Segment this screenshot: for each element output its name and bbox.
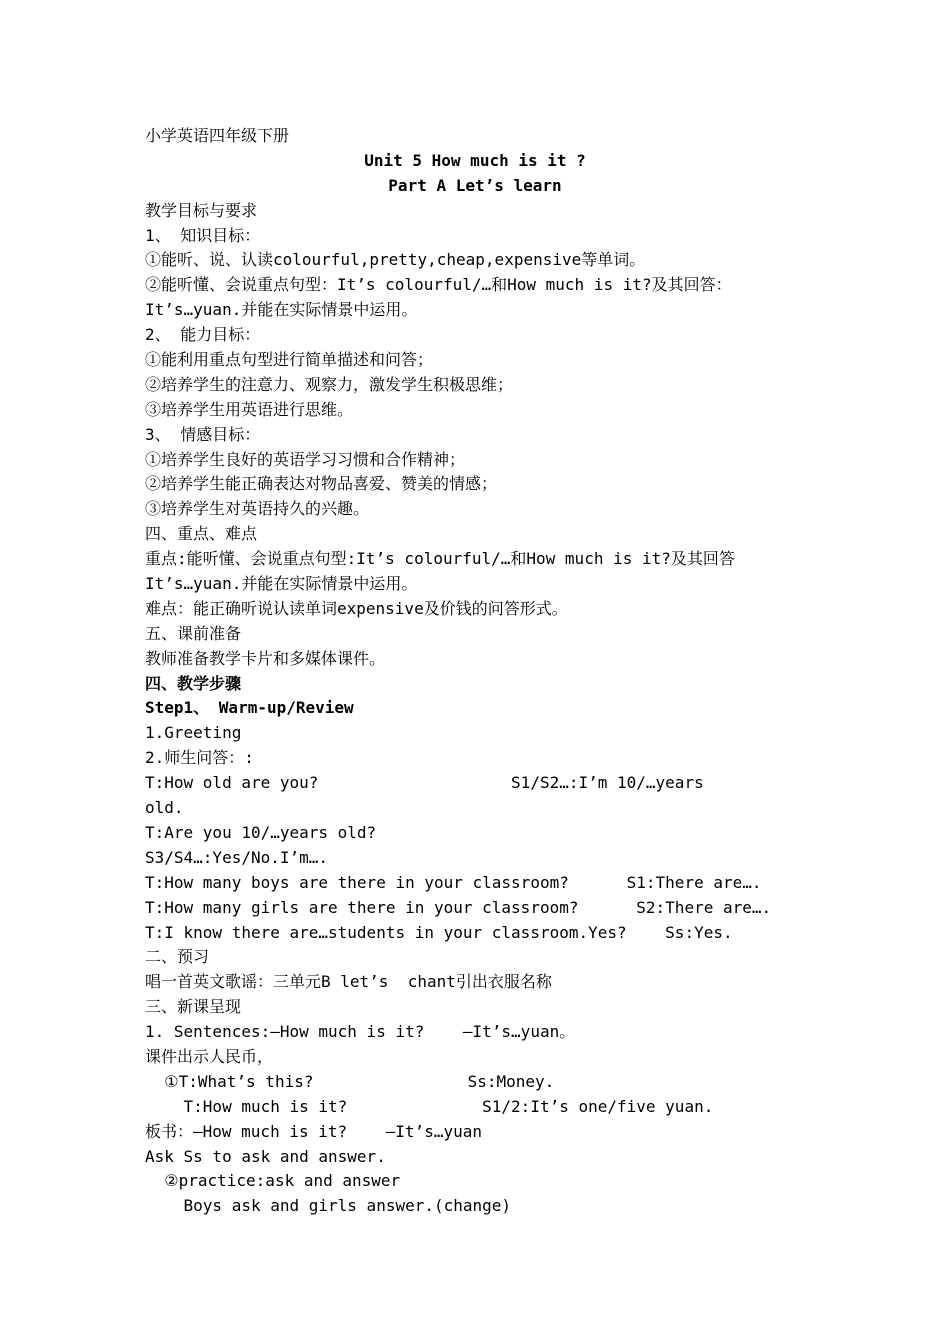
section-heading: 四、教学步骤 xyxy=(145,673,242,693)
text-line: It’s…yuan.并能在实际情景中运用。 xyxy=(145,300,418,320)
text-line: 课件出示人民币， xyxy=(145,1046,274,1066)
text-line: 1. Sentences:—How much is it? —It’s…yuan。 xyxy=(145,1022,576,1042)
text-line: 3、 情感目标： xyxy=(145,424,261,444)
text-line: ②practice:ask and answer xyxy=(145,1171,401,1191)
step-heading: Step1、 Warm-up/Review xyxy=(145,698,354,718)
text-line: 2、 能力目标： xyxy=(145,325,261,345)
section-heading: 二、预习 xyxy=(145,947,210,967)
text-line: ①能利用重点句型进行简单描述和问答； xyxy=(145,350,434,370)
text-line: 重点:能听懂、会说重点句型:It’s colourful/…和How much is it?及其回答 xyxy=(145,549,735,569)
text-line: It’s…yuan.并能在实际情景中运用。 xyxy=(145,574,418,594)
dialogue-line: old. xyxy=(145,798,184,818)
dialogue-line: T:Are you 10/…years old? xyxy=(145,822,377,842)
section-heading: 教学目标与要求 xyxy=(145,200,258,220)
document-header: 小学英语四年级下册 xyxy=(145,126,290,145)
dialogue-line: T:How many girls are there in your classroom? S2:There are…. xyxy=(145,897,772,917)
text-line: ③培养学生对英语持久的兴趣。 xyxy=(145,499,370,519)
text-line: ①能听、说、认读colourful,pretty,cheap,expensive等单词。 xyxy=(145,250,646,270)
text-line: ②培养学生能正确表达对物品喜爱、赞美的情感； xyxy=(145,474,498,494)
dialogue-line: S3/S4…:Yes/No.I’m…. xyxy=(145,847,329,867)
section-heading: 五、课前准备 xyxy=(145,623,242,643)
dialogue-line: T:How old are you? S1/S2…:I’m 10/…years xyxy=(145,773,704,793)
dialogue-line: ①T:What’s this? Ss:Money. xyxy=(145,1071,555,1091)
text-line: 唱一首英文歌谣：三单元B let’s chant引出衣服名称 xyxy=(145,972,552,992)
unit-title: Unit 5 How much is it ? xyxy=(364,150,586,170)
dialogue-line: T:How much is it? S1/2:It’s one/five yuan. xyxy=(145,1096,714,1116)
section-heading: 四、重点、难点 xyxy=(145,524,258,544)
text-line: 难点：能正确听说认读单词expensive及价钱的问答形式。 xyxy=(145,598,568,618)
text-line: Boys ask and girls answer.(change) xyxy=(145,1196,512,1216)
text-line: Ask Ss to ask and answer. xyxy=(145,1146,386,1166)
text-line: 板书：—How much is it? —It’s…yuan xyxy=(145,1121,482,1141)
text-line: 1.Greeting xyxy=(145,723,242,743)
text-line: ①培养学生良好的英语学习习惯和合作精神； xyxy=(145,449,466,469)
document-page xyxy=(145,124,835,1219)
text-line: ③培养学生用英语进行思维。 xyxy=(145,399,354,419)
text-line: 教师准备教学卡片和多媒体课件。 xyxy=(145,648,386,668)
dialogue-line: T:I know there are…students in your classroom.Yes? Ss:Yes. xyxy=(145,922,733,942)
part-title: Part A Let’s learn xyxy=(388,175,562,195)
dialogue-line: T:How many boys are there in your classroom? S1:There are…. xyxy=(145,872,762,892)
text-line: 2.师生问答：: xyxy=(145,748,254,768)
text-line: ②能听懂、会说重点句型：It’s colourful/…和How much is it?及其回答： xyxy=(145,275,732,295)
section-heading: 三、新课呈现 xyxy=(145,997,242,1017)
text-line: ②培养学生的注意力、观察力，激发学生积极思维； xyxy=(145,374,514,394)
text-line: 1、 知识目标： xyxy=(145,225,261,245)
